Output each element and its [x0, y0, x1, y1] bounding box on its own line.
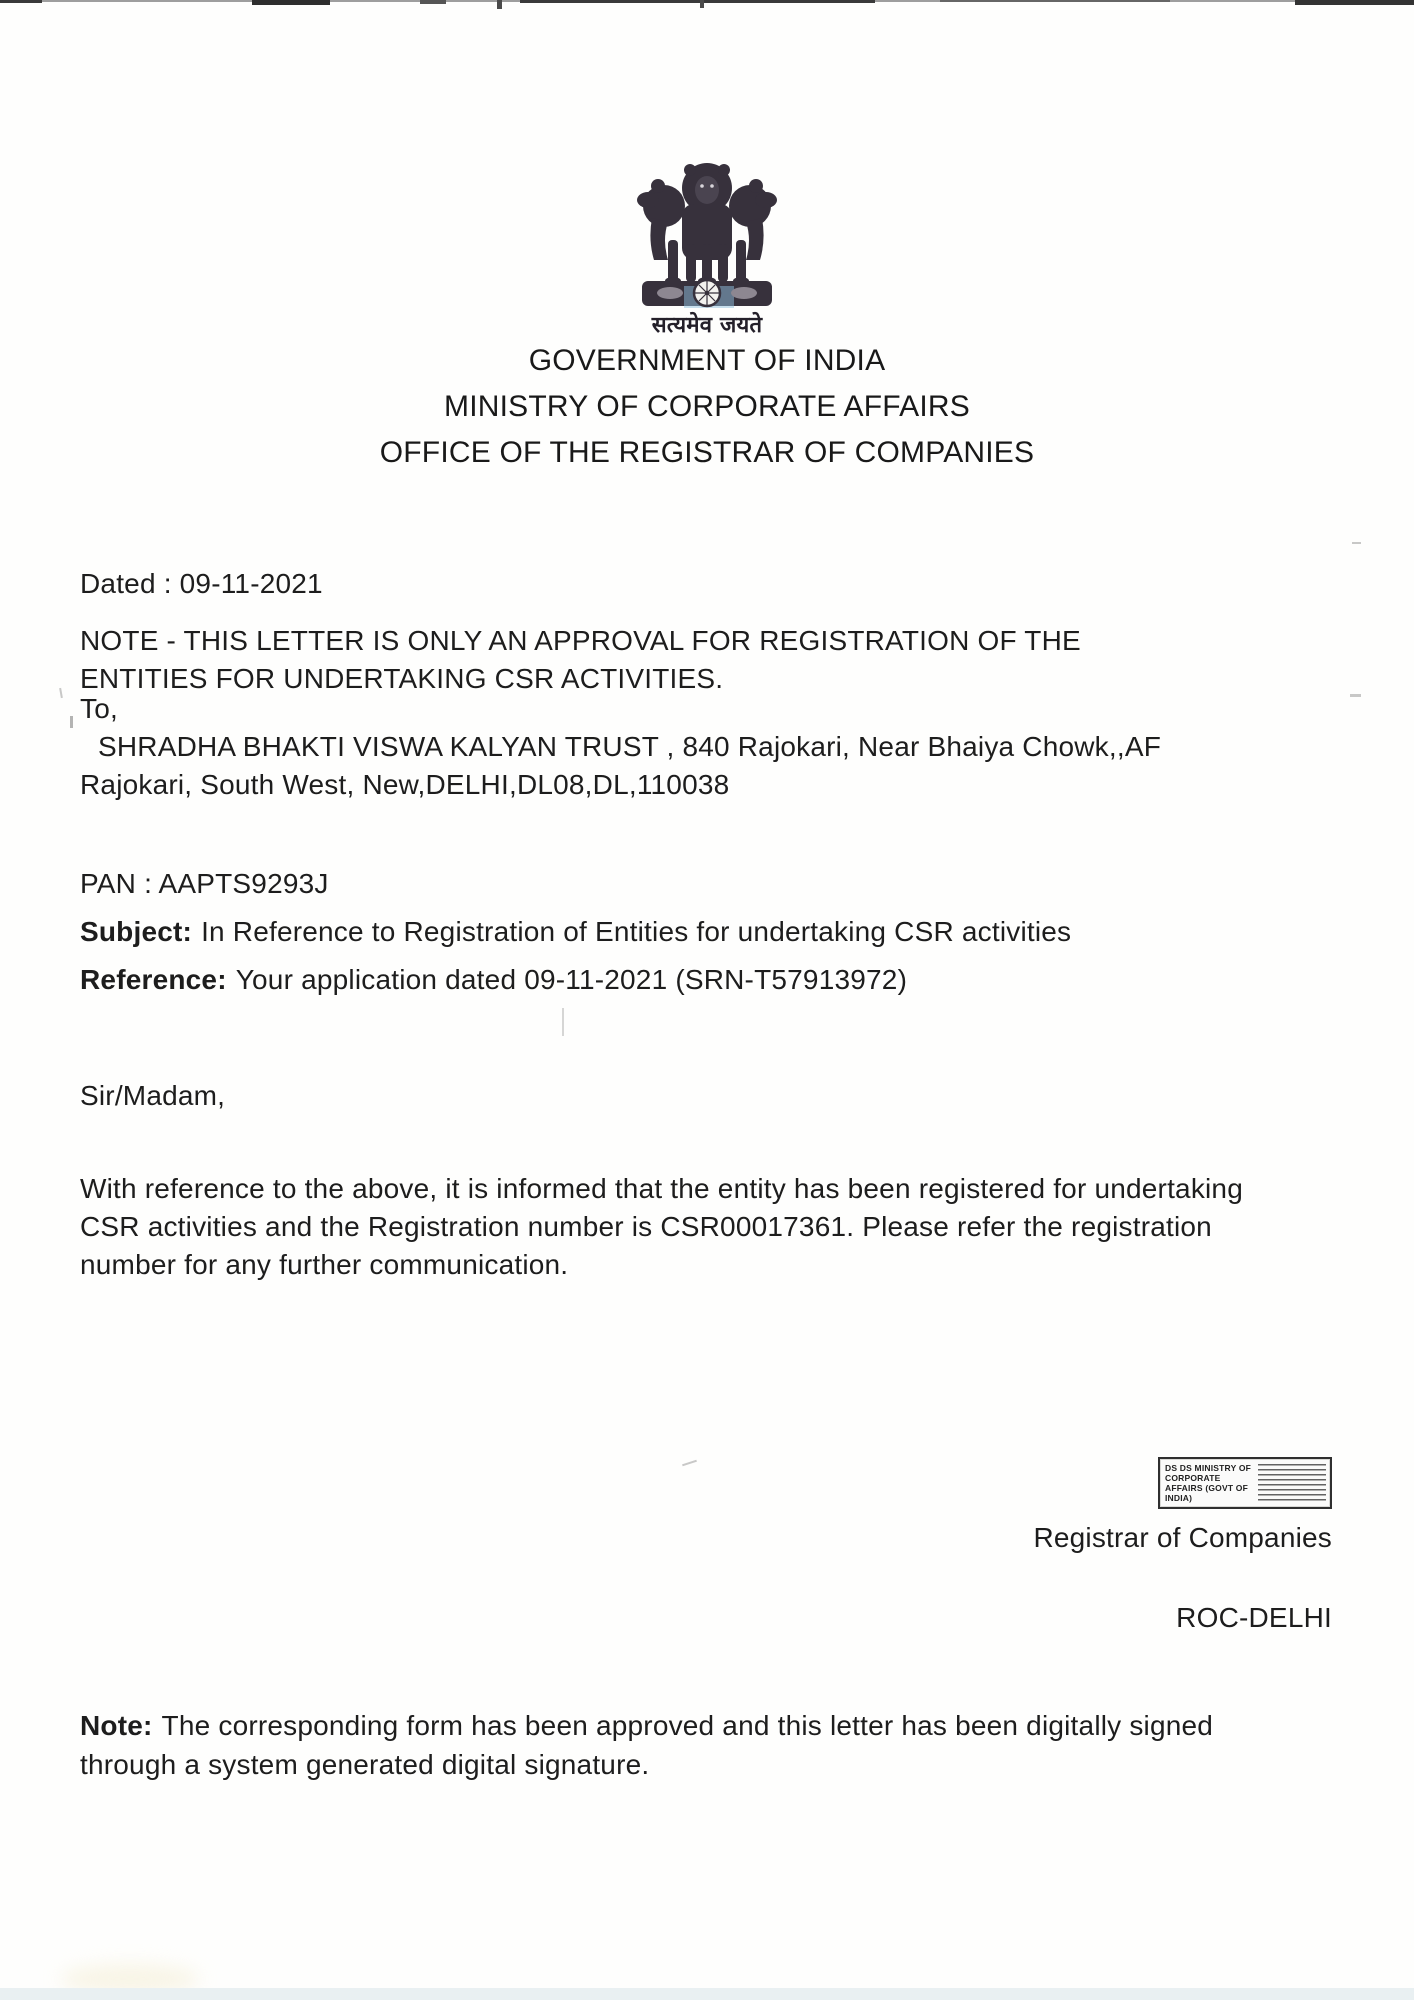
approval-note-caps: [80, 622, 1081, 698]
recipient-address-line1: SHRADHA BHAKTI VISWA KALYAN TRUST , 840 Rajokari, Near Bhaiya Chowk,,AF: [98, 731, 1161, 762]
scan-artifact: [682, 1460, 697, 1467]
scan-artifact: [1352, 542, 1361, 544]
subject-reference-block: [80, 908, 1071, 1004]
reference-line: [80, 956, 1071, 1004]
scan-artifact: [0, 0, 42, 3]
scan-artifact: [700, 0, 704, 8]
footer-note-line2: through a system generated digital signature.: [80, 1749, 650, 1780]
subject-line: [80, 908, 1071, 956]
scan-artifact: [59, 688, 63, 698]
scan-artifact: [70, 716, 73, 728]
footer-note-line1: The corresponding form has been approved and this letter has been digitally signed: [161, 1710, 1214, 1741]
subject-text: In Reference to Registration of Entities for undertaking CSR activities: [201, 916, 1072, 947]
footer-note: [80, 1706, 1340, 1784]
digital-signature-stamp: [1158, 1457, 1332, 1509]
approval-note-line1: NOTE - THIS LETTER IS ONLY AN APPROVAL FOR REGISTRATION OF THE: [80, 625, 1081, 656]
recipient-address-line2: Rajokari, South West, New,DELHI,DL08,DL,110038: [80, 769, 730, 800]
pan-line: PAN : AAPTS9293J: [80, 868, 329, 899]
footer-note-label: Note:: [80, 1710, 153, 1741]
scan-artifact: [940, 0, 1170, 2]
digital-signature-stamp-text: DS DS MINISTRY OF CORPORATE AFFAIRS (GOVT OF INDIA): [1165, 1463, 1252, 1503]
scan-artifact: [497, 0, 502, 9]
signer-title: Registrar of Companies: [1033, 1522, 1332, 1553]
approval-note-line2: ENTITIES FOR UNDERTAKING CSR ACTIVITIES.: [80, 663, 724, 694]
header-government-of-india: GOVERNMENT OF INDIA: [528, 344, 886, 377]
reference-text: Your application dated 09-11-2021 (SRN-T57913972): [235, 964, 908, 995]
scan-artifact: [420, 0, 446, 4]
body-paragraph: [80, 1170, 1243, 1284]
to-label: To,: [80, 693, 118, 724]
emblem-motto: सत्यमेव जयते: [651, 313, 763, 338]
body-line3: number for any further communication.: [80, 1249, 569, 1280]
header-office: OFFICE OF THE REGISTRAR OF COMPANIES: [379, 436, 1035, 469]
header-ministry: MINISTRY OF CORPORATE AFFAIRS: [444, 390, 970, 423]
salutation: Sir/Madam,: [80, 1080, 226, 1111]
scan-bottom-edge: [0, 1988, 1414, 2000]
recipient-block: [80, 690, 1161, 804]
dated-line: Dated : 09-11-2021: [80, 568, 323, 599]
digital-signature-scribble: [1258, 1464, 1326, 1502]
scan-artifact: [1295, 0, 1414, 5]
letterhead: [0, 148, 1414, 476]
body-line2: CSR activities and the Registration number is CSR00017361. Please refer the registration: [80, 1211, 1212, 1242]
scan-artifact: [562, 1008, 564, 1036]
reference-label: Reference:: [80, 964, 227, 995]
india-national-emblem-icon: [612, 148, 802, 314]
signature-block: [1033, 1446, 1332, 1637]
subject-label: Subject:: [80, 916, 193, 947]
scan-artifact: [520, 0, 875, 3]
scan-artifact: [252, 0, 330, 5]
scan-artifact: [1350, 694, 1361, 697]
body-line1: With reference to the above, it is informed that the entity has been registered for undertaking: [80, 1173, 1243, 1204]
signer-office: ROC-DELHI: [1176, 1602, 1332, 1633]
